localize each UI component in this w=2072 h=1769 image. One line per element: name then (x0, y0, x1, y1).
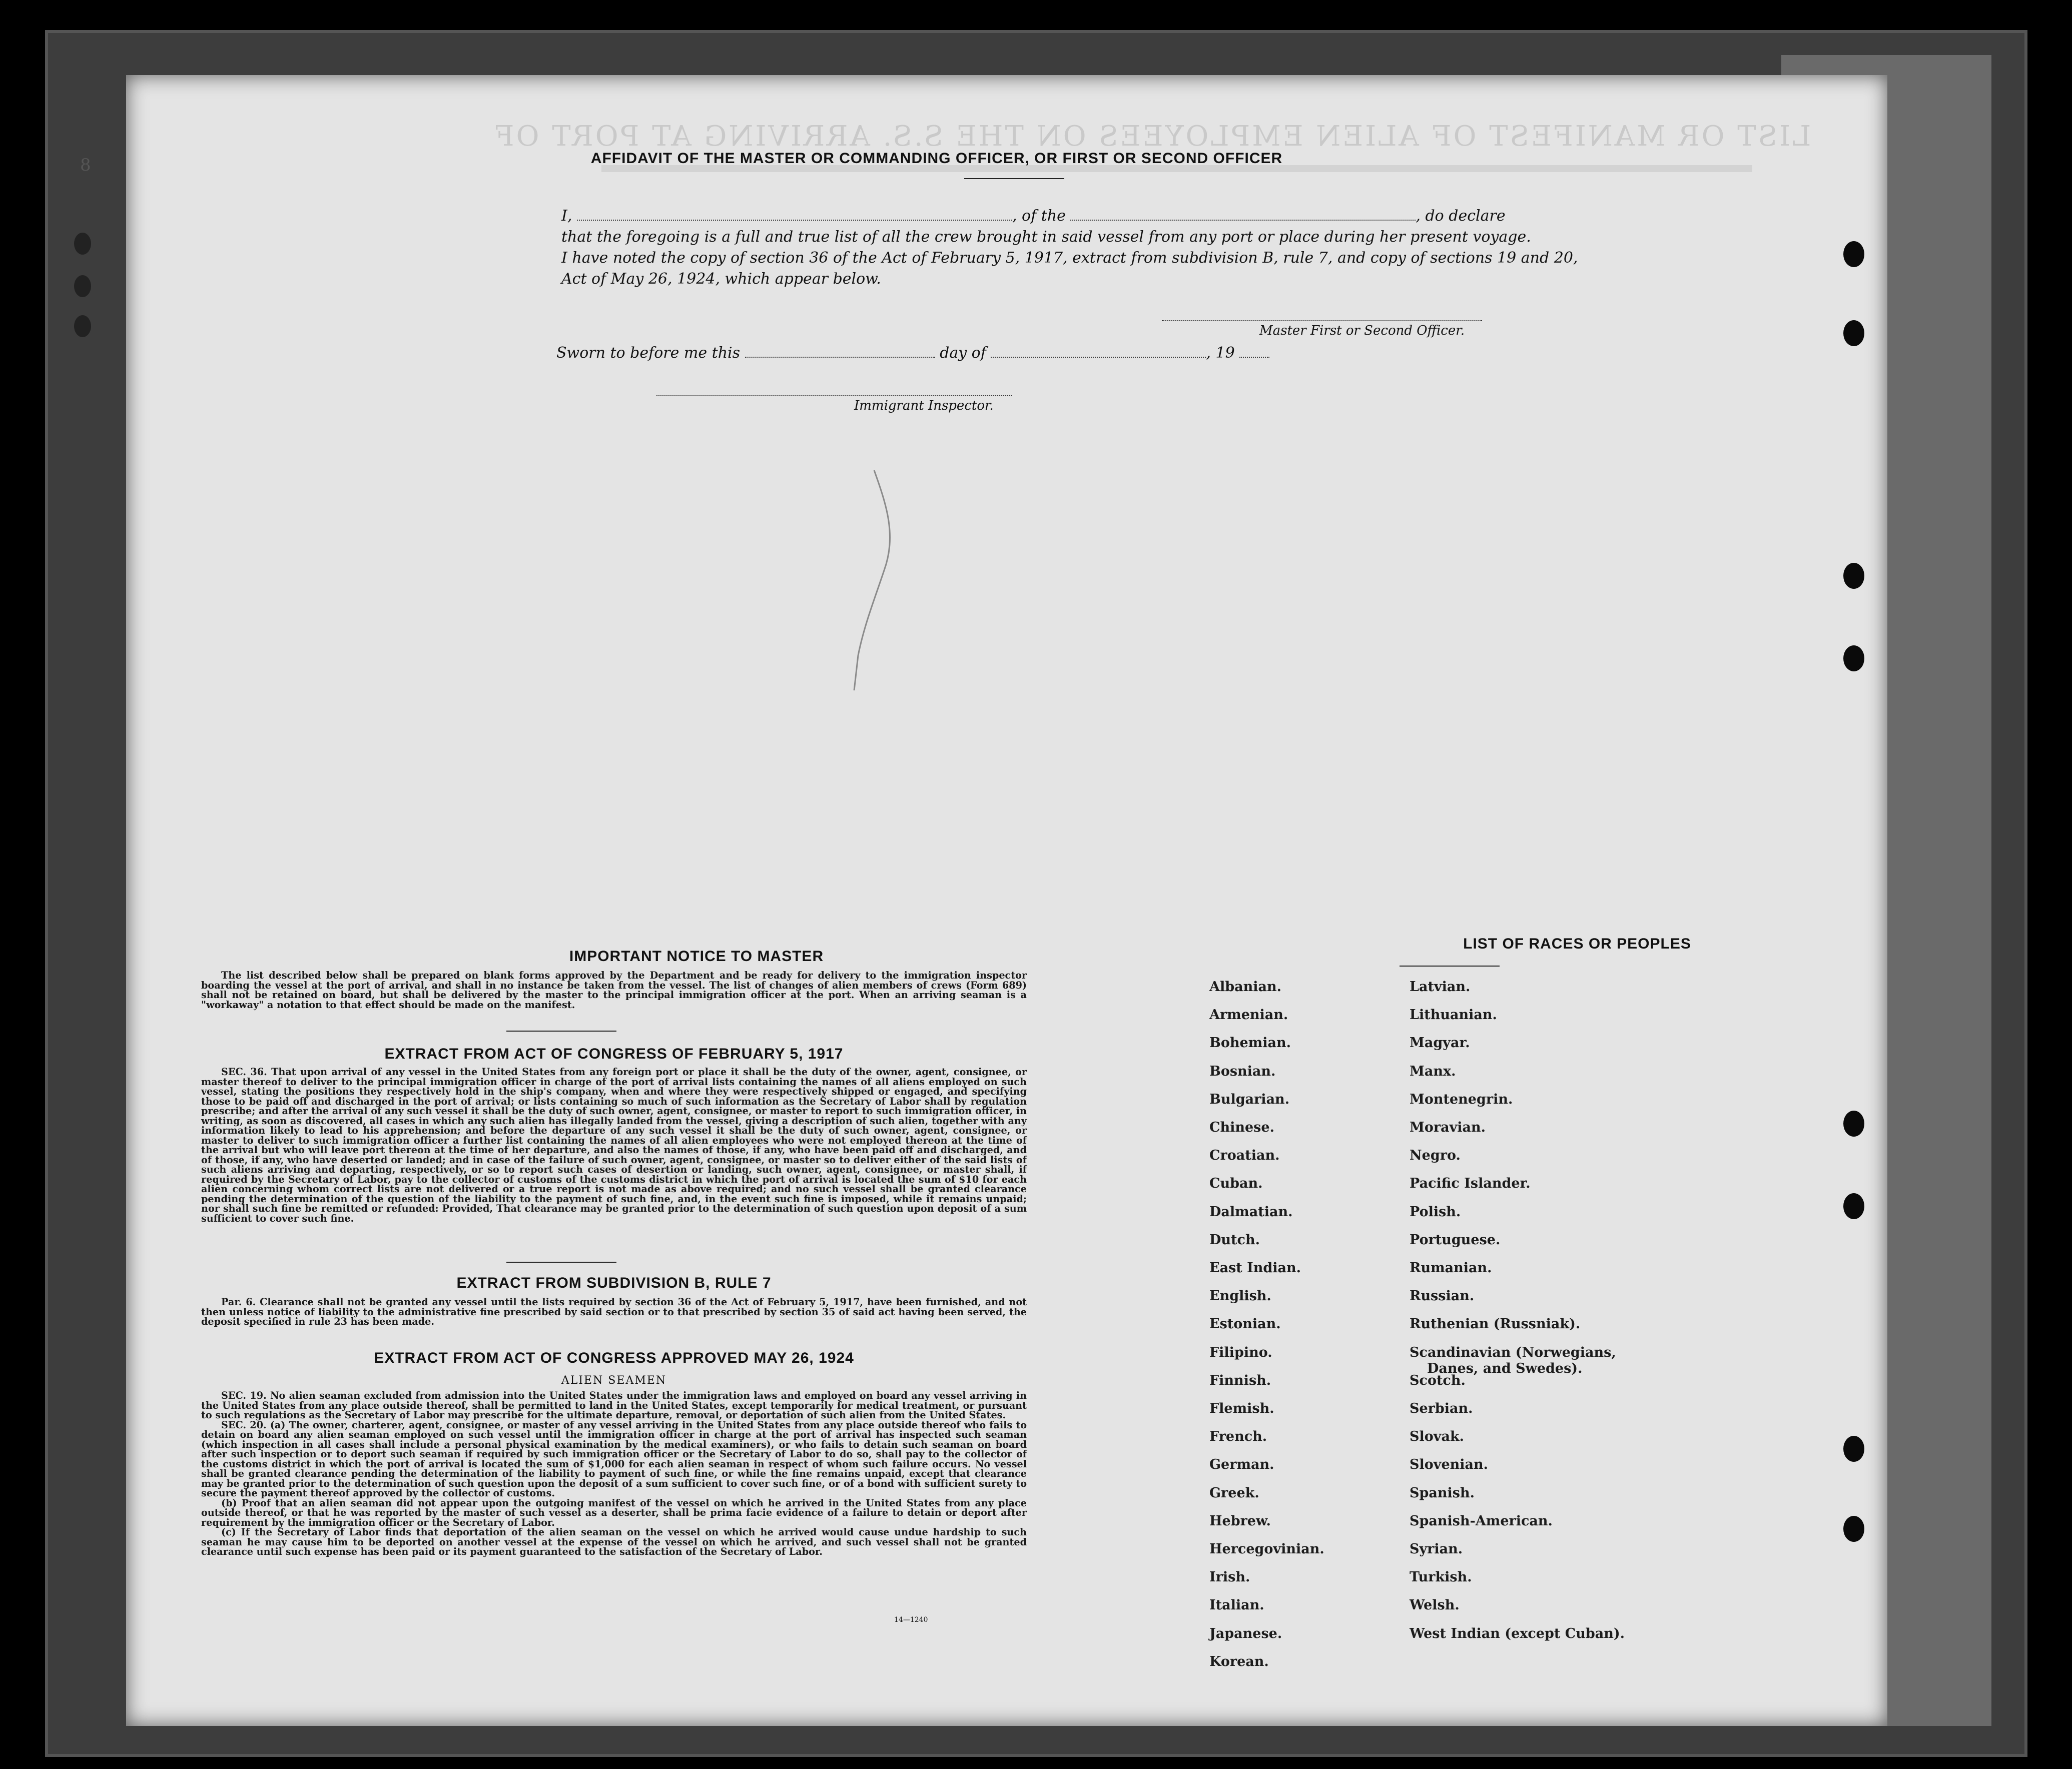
race-item: Turkish. (1410, 1569, 1472, 1585)
sec20a-paragraph: SEC. 20. (a) The owner, charterer, agent, consignee, or master of any vessel arriving in the United States from any place outside thereof who fails to detain on board any alien seaman employed on such vessel until the immigration officer in charge at the port of arrival has inspected such seaman (which inspection in all cases shall include a personal physical examination by the medical examiners), or who fails to detain such seaman on board after such inspection or to deport such seaman if required by such immigration officer or the Secretary of Labor to do so, shall pay to the collector of the customs district in which the port of arrival is located the sum of $1,000 for each alien seaman in respect of whom such failure occurs. No vessel shall be granted clearance pending the determination of the liability to payment of such fine, or while the fine remains unpaid, except that clearance may be granted prior to the determination of such question upon the deposit of a sum sufficient to cover such fine, or of a bond with sufficient surety to secure the payment thereof approved by the collector of customs. (201, 1419, 1027, 1499)
extract-1917-text (201, 1067, 1027, 1223)
race-item: Hebrew. (1209, 1513, 1271, 1529)
bleed-through-text: LIST OR MANIFEST OF ALIEN EMPLOYEES ON THE S.S. ARRIVING AT PORT OF (492, 120, 1811, 153)
affidavit-line-2: that the foregoing is a full and true list of all the crew brought in said vessel from any port or place during her present voyage. (561, 228, 1531, 246)
sec20b-paragraph: (b) Proof that an alien seaman did not appear upon the outgoing manifest of the vessel on which he arrived in the United States from any place outside thereof, or that he was reported by the master of such vessel as a deserter, shall be prima facie evidence of a failure to detain or deport after requirement by the immigration officer or the Secretary of Labor. (201, 1497, 1027, 1528)
affidavit-line-3: I have noted the copy of section 36 of the Act of February 5, 1917, extract from subdivision B, rule 7, and copy of sections 19 and 20, (561, 249, 1578, 267)
race-item: Welsh. (1410, 1597, 1460, 1613)
day-of-text: day of (940, 344, 986, 362)
race-item: Polish. (1410, 1204, 1461, 1220)
race-item: Japanese. (1209, 1625, 1282, 1641)
rule7-title: EXTRACT FROM SUBDIVISION B, RULE 7 (456, 1275, 772, 1291)
race-item: Pacific Islander. (1410, 1176, 1531, 1192)
rule7-text (201, 1297, 1027, 1327)
affidavit-of-the: , of the (1012, 207, 1066, 225)
race-item: Cuban. (1209, 1176, 1263, 1192)
race-item: Lithuanian. (1410, 1007, 1497, 1023)
rule7-paragraph: Par. 6. Clearance shall not be granted any vessel until the lists required by section 36 of the Act of February 5, 1917, have been furnished, and not then unless notice of liability to the administrative fine prescribed by said section or to that prescribed by section 35 of said act having been served, the deposit specified in rule 23 has been made. (201, 1296, 1027, 1327)
race-item: West Indian (except Cuban). (1410, 1625, 1625, 1641)
punch-hole-icon (74, 233, 91, 255)
year-blank (1239, 356, 1269, 358)
race-item: Bulgarian. (1209, 1091, 1290, 1107)
punch-hole-icon (1843, 1193, 1864, 1219)
race-item: Finnish. (1209, 1372, 1271, 1388)
affidavit-i: I, (561, 207, 572, 225)
race-item: Spanish-American. (1410, 1513, 1553, 1529)
races-rule (1400, 966, 1500, 967)
extract-1924-title: EXTRACT FROM ACT OF CONGRESS APPROVED MAY 26, 1924 (374, 1350, 854, 1366)
punch-hole-icon (74, 275, 91, 297)
race-item: Negro. (1410, 1148, 1461, 1164)
race-item: Filipino. (1209, 1344, 1272, 1360)
punch-hole-icon (1843, 241, 1864, 267)
affidavit-title: AFFIDAVIT OF THE MASTER OR COMMANDING OFFICER, OR FIRST OR SECOND OFFICER (590, 150, 1283, 167)
race-item: Croatian. (1209, 1148, 1280, 1164)
race-item: Ruthenian (Russniak). (1410, 1316, 1581, 1332)
extract-1917-rule (506, 1262, 616, 1263)
race-item: Greek. (1209, 1485, 1259, 1501)
race-item: Moravian. (1410, 1120, 1486, 1135)
extract-1924-text (201, 1391, 1027, 1557)
notice-paragraph: The list described below shall be prepared on blank forms approved by the Department and be ready for delivery to the immigration inspector boarding the vessel at the port of arrival, and shall in no instance be taken from the vessel. The list of changes of alien members of crews (Form 689) shall not be retained on board, but shall be delivered by the master to the principal immigration officer at the port. When an arriving seaman is a "workaway" a notation to that effect should be made on the manifest. (201, 970, 1027, 1011)
race-item: Korean. (1209, 1653, 1269, 1669)
race-item: Serbian. (1410, 1401, 1473, 1416)
race-item: Syrian. (1410, 1541, 1463, 1557)
race-item: Dalmatian. (1209, 1204, 1293, 1220)
paper-crease (799, 465, 924, 695)
race-item: Portuguese. (1410, 1232, 1501, 1248)
form-number: 14—1240 (894, 1616, 928, 1624)
race-item: Estonian. (1209, 1316, 1281, 1332)
race-item: Italian. (1209, 1597, 1264, 1613)
title-rule (964, 178, 1064, 179)
race-item: Slovak. (1410, 1429, 1465, 1445)
day-blank (745, 356, 935, 358)
punch-hole-icon (1843, 563, 1864, 589)
race-item: Bohemian. (1209, 1035, 1291, 1051)
race-item: Magyar. (1410, 1035, 1470, 1051)
sworn-line (556, 344, 1269, 362)
inspector-label: Immigrant Inspector. (854, 398, 994, 413)
race-item: Spanish. (1410, 1485, 1475, 1501)
notice-rule (506, 1031, 616, 1032)
race-item: Albanian. (1209, 979, 1281, 995)
document-page (126, 75, 1887, 1726)
notice-title: IMPORTANT NOTICE TO MASTER (569, 948, 824, 965)
punch-hole-icon (1843, 1436, 1864, 1462)
race-item: Russian. (1410, 1288, 1475, 1304)
race-item: Montenegrin. (1410, 1091, 1513, 1107)
sec19-paragraph: SEC. 19. No alien seaman excluded from admission into the United States under the immigration laws and employed on board any vessel arriving in the United States from any place outside thereof, shall be permitted to land in the United States, except temporarily for medical treatment, or pursuant to such regulations as the Secretary of Labor may prescribe for the ultimate departure, removal, or deportation of such alien from the United States. (201, 1390, 1027, 1421)
notice-text (201, 971, 1027, 1010)
master-signature-line (1162, 320, 1482, 321)
punch-hole-icon (1843, 1516, 1864, 1542)
race-item: Danes, and Swedes). (1427, 1360, 1583, 1376)
race-item: Bosnian. (1209, 1063, 1276, 1079)
race-item: German. (1209, 1457, 1274, 1473)
races-title: LIST OF RACES OR PEOPLES (1463, 936, 1691, 952)
race-item: Armenian. (1209, 1007, 1288, 1023)
race-item: Hercegovinian. (1209, 1541, 1324, 1557)
sworn-text: Sworn to before me this (556, 344, 741, 362)
extract-1917-title: EXTRACT FROM ACT OF CONGRESS OF FEBRUARY 5, 1917 (384, 1046, 844, 1062)
race-item: East Indian. (1209, 1260, 1301, 1276)
vessel-blank (1070, 219, 1416, 221)
race-item: Slovenian. (1410, 1457, 1489, 1473)
race-item: Irish. (1209, 1569, 1250, 1585)
extract-1917-paragraph: SEC. 36. That upon arrival of any vessel in the United States from any foreign port or place it shall be the duty of the owner, agent, consignee, or master thereof to deliver to the principal immigration officer in charge of the port of arrival lists containing the names of all aliens employed on such vessel, stating the positions they respectively hold in the ship's company, when and where they were respectively shipped or engaged, and specifying those to be paid off and discharged in the port of arrival; or lists containing so much of such information as the Secretary of Labor shall by regulation prescribe; and after the arrival of any such vessel it shall be the duty of such owner, agent, consignee, or master to report to such immigration officer, in writing, as soon as discovered, all cases in which any such alien has illegally landed from the vessel, giving a description of such alien, together with any information likely to lead to his apprehension; and before the departure of any such vessel it shall be the duty of such owner, agent, consignee, or master to deliver to such immigration officer a further list containing the names of all alien employees who were not employed thereon at the time of the arrival but who will leave port thereon at the time of her departure, and also the names of those, if any, who have been paid off and discharged, and of those, if any, who have deserted or landed; and in case of the failure of such owner, agent, consignee, or master so to deliver either of the said lists of such aliens arriving and departing, respectively, or so to report such cases of desertion or landing, such owner, agent, consignee, or master shall, if required by the Secretary of Labor, pay to the collector of customs of the customs district in which the port of arrival is located the sum of $10 for each alien concerning whom correct lists are not delivered or a true report is not made as above required; and no such vessel shall be granted clearance pending the determination of the question of the liability to the payment of such fine, and, in the event such fine is imposed, while it remains unpaid; nor shall such fine be remitted or refunded: Provided, That clearance may be granted prior to the determination of such question upon deposit of a sum sufficient to cover such fine. (201, 1066, 1027, 1224)
race-item: Rumanian. (1410, 1260, 1492, 1276)
race-item: Dutch. (1209, 1232, 1260, 1248)
race-item: English. (1209, 1288, 1271, 1304)
punch-hole-icon (1843, 645, 1864, 671)
race-item: Flemish. (1209, 1401, 1274, 1416)
race-item: Manx. (1410, 1063, 1456, 1079)
punch-hole-icon (1843, 1111, 1864, 1137)
race-item: Chinese. (1209, 1120, 1274, 1135)
month-blank (991, 356, 1206, 358)
alien-seamen-subtitle: ALIEN SEAMEN (561, 1374, 667, 1387)
affidavit-line-4: Act of May 26, 1924, which appear below. (561, 270, 881, 288)
race-item: Scandinavian (Norwegians, (1410, 1344, 1616, 1360)
punch-hole-icon (1843, 320, 1864, 346)
master-label: Master First or Second Officer. (1259, 323, 1465, 338)
punch-hole-icon (74, 315, 91, 337)
affidavit-line-1 (561, 207, 1506, 225)
year-text: , 19 (1206, 344, 1235, 362)
inspector-signature-line (656, 395, 1012, 396)
margin-mark: 8 (80, 155, 91, 175)
race-item: French. (1209, 1429, 1267, 1445)
affidavit-do-declare: , do declare (1416, 207, 1506, 225)
race-item: Latvian. (1410, 979, 1471, 995)
race-item: Scotch. (1410, 1372, 1466, 1388)
name-blank (577, 219, 1012, 221)
sec20c-paragraph: (c) If the Secretary of Labor finds that deportation of the alien seaman on the vessel on which he arrived would cause undue hardship to such seaman he may cause him to be deported on another vessel at the expense of the vessel on which he arrived, and such vessel shall not be granted clearance until such expense has been paid or its payment guaranteed to the satisfaction of the Secretary of Labor. (201, 1526, 1027, 1557)
